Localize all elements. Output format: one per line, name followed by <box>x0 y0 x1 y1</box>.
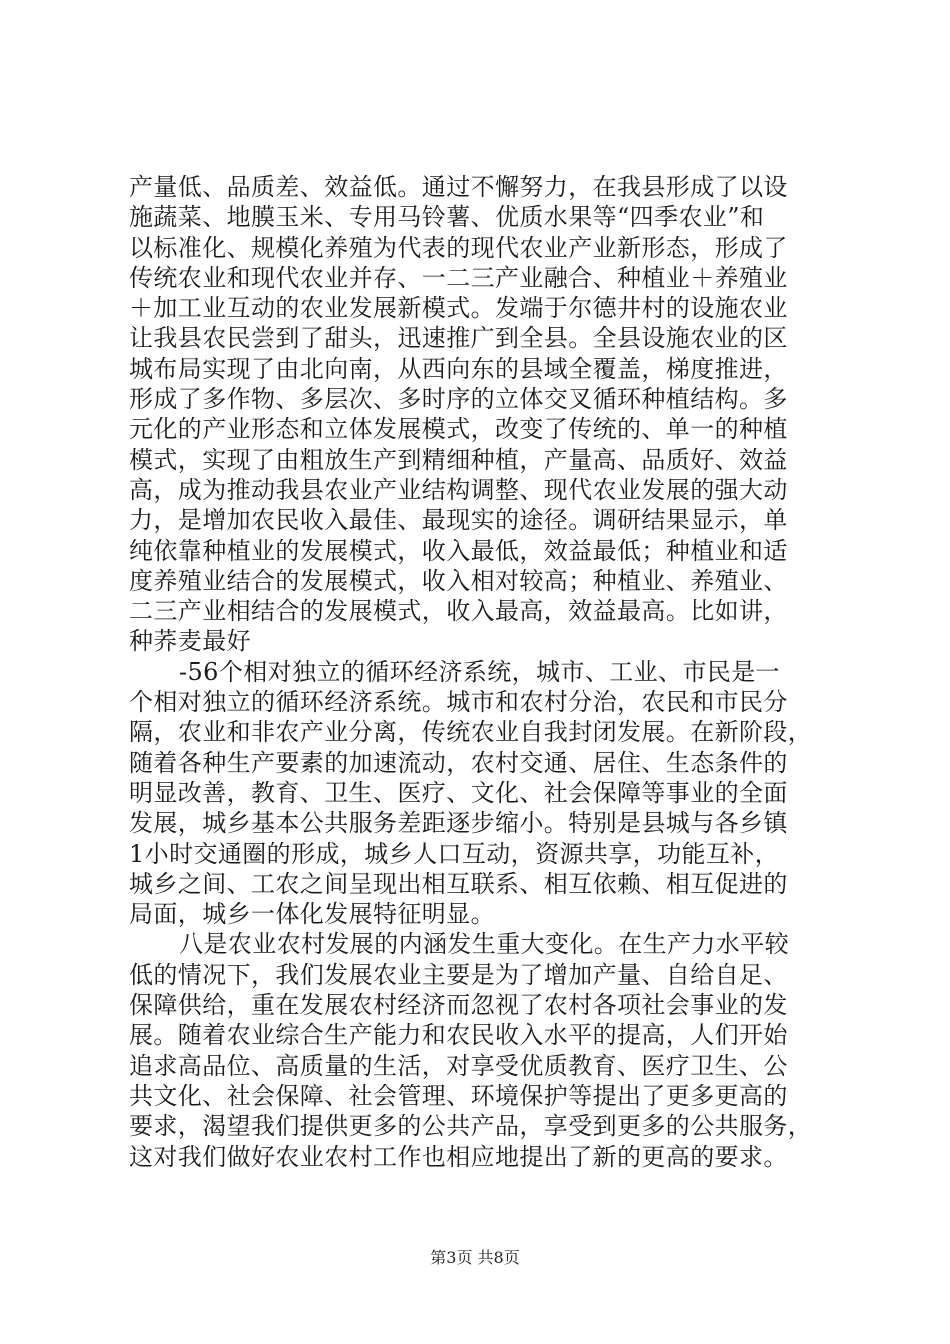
text-line: 这对我们做好农业农村工作也相应地提出了新的更高的要求。 <box>129 1142 788 1171</box>
page-footer: 第3页 共8页 <box>430 1248 520 1267</box>
text-line: 共文化、社会保障、社会管理、环境保护等提出了更多更高的 <box>129 1081 788 1110</box>
text-line: 城布局实现了由北向南，从西向东的县域全覆盖，梯度推进， <box>129 354 788 383</box>
text-line: 施蔬菜、地膜玉米、专用马铃薯、优质水果等“四季农业”和 <box>129 203 765 232</box>
text-line: 模式，实现了由粗放生产到精细种植，产量高、品质好、效益 <box>129 445 788 474</box>
text-line: 传统农业和现代农业并存、一二三产业融合、种植业＋养殖业 <box>129 263 788 292</box>
text-line: ＋加工业互动的农业发展新模式。发端于尔德井村的设施农业 <box>129 294 788 323</box>
text-line: -56个相对独立的循环经济系统，城市、工业、市民是一 <box>179 657 781 686</box>
text-line: 高，成为推动我县农业产业结构调整、现代农业发展的强大动 <box>129 475 788 504</box>
text-line: 八是农业农村发展的内涵发生重大变化。在生产力水平较 <box>179 930 789 959</box>
text-line: 形成了多作物、多层次、多时序的立体交叉循环种植结构。多 <box>129 385 788 414</box>
document-body <box>129 172 839 1172</box>
text-line: 1小时交通圈的形成，城乡人口互动，资源共享，功能互补， <box>129 839 780 868</box>
text-line: 纯依靠种植业的发展模式，收入最低，效益最低；种植业和适 <box>129 536 788 565</box>
text-line: 隔，农业和非农产业分离，传统农业自我封闭发展。在新阶段， <box>129 718 813 747</box>
text-line: 让我县农民尝到了甜头，迅速推广到全县。全县设施农业的区 <box>129 324 788 353</box>
text-line: 个相对独立的循环经济系统。城市和农村分治，农民和市民分 <box>129 688 788 717</box>
paragraph-p3 <box>129 929 839 1171</box>
text-line: 要求，渴望我们提供更多的公共产品，享受到更多的公共服务， <box>129 1112 813 1141</box>
text-line: 力，是增加农民收入最佳、最现实的途径。调研结果显示，单 <box>129 506 788 535</box>
text-line: 追求高品位、高质量的生活，对享受优质教育、医疗卫生、公 <box>129 1051 788 1080</box>
text-line: 种荞麦最好 <box>129 627 251 656</box>
text-line: 展。随着农业综合生产能力和农民收入水平的提高，人们开始 <box>129 1021 788 1050</box>
paragraph-p1 <box>129 172 839 657</box>
text-line: 度养殖业结合的发展模式，收入相对较高；种植业、养殖业、 <box>129 566 788 595</box>
text-line: 元化的产业形态和立体发展模式，改变了传统的、单一的种植 <box>129 415 788 444</box>
text-line: 发展，城乡基本公共服务差距逐步缩小。特别是县城与各乡镇 <box>129 809 788 838</box>
text-line: 保障供给，重在发展农村经济而忽视了农村各项社会事业的发 <box>129 991 788 1020</box>
paragraph-p2 <box>129 657 839 930</box>
text-line: 明显改善，教育、卫生、医疗、文化、社会保障等事业的全面 <box>129 778 788 807</box>
text-line: 低的情况下，我们发展农业主要是为了增加产量、自给自足、 <box>129 960 788 989</box>
text-line: 随着各种生产要素的加速流动，农村交通、居住、生态条件的 <box>129 748 788 777</box>
text-line: 二三产业相结合的发展模式，收入最高，效益最高。比如讲， <box>129 597 788 626</box>
text-line: 城乡之间、工农之间呈现出相互联系、相互依赖、相互促进的 <box>129 869 788 898</box>
text-line: 以标准化、规模化养殖为代表的现代农业产业新形态，形成了 <box>129 233 788 262</box>
text-line: 产量低、品质差、效益低。通过不懈努力，在我县形成了以设 <box>129 173 788 201</box>
text-line: 局面，城乡一体化发展特征明显。 <box>129 900 495 929</box>
